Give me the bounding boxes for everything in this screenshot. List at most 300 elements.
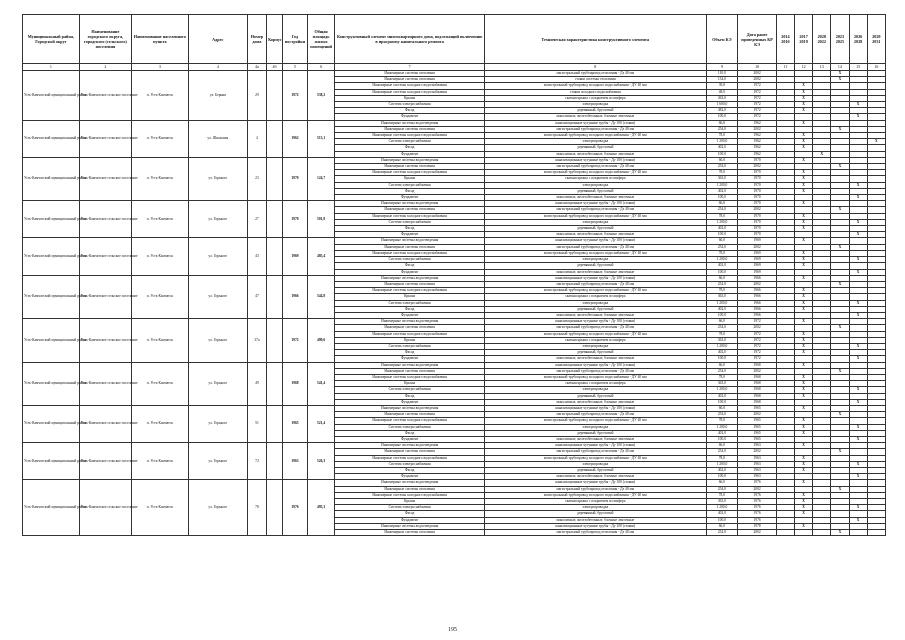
building-cell <box>267 319 283 362</box>
period-mark-cell <box>813 530 831 536</box>
prev-repair-cell: 1970 <box>738 195 777 201</box>
prev-repair-cell: 1972 <box>738 331 777 337</box>
column-header: Муниципальный район, Городской округ <box>23 15 80 64</box>
volume-cell: 363,0 <box>706 337 738 343</box>
period-mark-cell: X <box>795 387 813 393</box>
column-header: 2026 2028 <box>849 15 867 64</box>
period-mark-cell: X <box>849 387 867 393</box>
volume-cell: 254,0 <box>706 207 738 213</box>
prev-repair-cell: 2002 <box>738 325 777 331</box>
area-cell: 538,2 <box>307 71 334 121</box>
column-header: Корпус <box>267 15 283 64</box>
column-header: Конструктивный элемент многоквартирного дома, подлежащий включению в программу капитального ремонта <box>335 15 485 64</box>
period-mark-cell: X <box>795 468 813 474</box>
tech-cell: магистральный трубопровод холодного водоснабжения - ДУ 40 мм <box>485 455 706 461</box>
year-built-cell: 1965 <box>282 405 307 442</box>
tech-cell: магистральный трубопровод отопления - Дз 40 мм <box>485 164 706 170</box>
period-mark-cell <box>849 530 867 536</box>
column-number: 4а <box>247 64 266 71</box>
tech-cell: монолитные, железобетонные, блочные ленточные <box>485 517 706 523</box>
period-mark-cell: X <box>795 362 813 368</box>
element-cell: Инженерные системы отопления <box>335 207 485 213</box>
column-header: 2020 2022 <box>813 15 831 64</box>
prev-repair-cell: 1962 <box>738 151 777 157</box>
volume-cell: 254,0 <box>706 412 738 418</box>
district-cell: Усть-Камчатский муниципальный район <box>23 71 80 121</box>
column-number: 8 <box>485 64 706 71</box>
settlement-cell: Усть-Камчатское сельское поселение <box>79 319 131 362</box>
period-mark-cell: X <box>849 300 867 306</box>
volume-cell: 78,0 <box>706 418 738 424</box>
prev-repair-cell: 1978 <box>738 523 777 529</box>
volume-cell: 100,0 <box>706 195 738 201</box>
prev-repair-cell: 2002 <box>738 368 777 374</box>
period-mark-cell: X <box>795 418 813 424</box>
period-mark-cell: X <box>795 133 813 139</box>
tech-cell: магистральный трубопровод холодного водоснабжения - ДУ 40 мм <box>485 250 706 256</box>
column-number: 1 <box>23 64 80 71</box>
street-cell: ул. Горького <box>188 238 247 275</box>
tech-cell: магистральный трубопровод холодного водоснабжения - ДУ 40 мм <box>485 374 706 380</box>
element-cell: Инженерные системы холодного водоснабжения <box>335 250 485 256</box>
period-mark-cell: X <box>795 505 813 511</box>
building-cell <box>267 405 283 442</box>
period-mark-cell: X <box>813 151 831 157</box>
period-mark-cell: X <box>831 126 849 132</box>
volume-cell: 110,0 <box>706 71 738 77</box>
volume-cell: 402,0 <box>706 263 738 269</box>
prev-repair-cell: 1972 <box>738 102 777 108</box>
tech-cell: деревянный, брусчатый <box>485 393 706 399</box>
period-mark-cell: X <box>831 164 849 170</box>
prev-repair-cell: 1976 <box>738 511 777 517</box>
column-header: Техническая характеристика конструктивного элемента <box>485 15 706 64</box>
year-built-cell: 1966 <box>282 275 307 318</box>
element-cell: Инженерные системы водоотведения <box>335 523 485 529</box>
period-mark-cell: X <box>795 443 813 449</box>
volume-cell: 402,0 <box>706 350 738 356</box>
volume-cell: 1 200,0 <box>706 300 738 306</box>
element-cell: Фундамент <box>335 356 485 362</box>
period-mark-cell: X <box>795 176 813 182</box>
element-cell: Инженерные системы отопления <box>335 449 485 455</box>
prev-repair-cell: 1970 <box>738 170 777 176</box>
prev-repair-cell: 1968 <box>738 387 777 393</box>
street-cell: ул. Горького <box>188 157 247 200</box>
volume-cell: 100,0 <box>706 151 738 157</box>
tech-cell: магистральный трубопровод отопления - Дз 40 мм <box>485 207 706 213</box>
prev-repair-cell: 1976 <box>738 480 777 486</box>
element-cell: Фасад <box>335 226 485 232</box>
period-mark-cell: X <box>849 102 867 108</box>
house-number-cell: 51 <box>247 405 266 442</box>
column-header: Объем КЭ <box>706 15 738 64</box>
volume-cell: 363,0 <box>706 95 738 101</box>
year-built-cell: 1962 <box>282 120 307 157</box>
volume-cell: 1 200,0 <box>706 387 738 393</box>
prev-repair-cell: 1969 <box>738 263 777 269</box>
volume-cell: 1 200,0 <box>706 257 738 263</box>
prev-repair-cell: 1970 <box>738 232 777 238</box>
settlement-cell: Усть-Камчатское сельское поселение <box>79 238 131 275</box>
tech-cell: скатная крыша с покрытием из шифера <box>485 176 706 182</box>
tech-cell: монолитные, железобетонные, блочные ленточные <box>485 312 706 318</box>
period-mark-cell: X <box>795 393 813 399</box>
prev-repair-cell: 1972 <box>738 114 777 120</box>
area-cell: 485,4 <box>307 238 334 275</box>
period-mark-cell: X <box>795 319 813 325</box>
prev-repair-cell: 1976 <box>738 499 777 505</box>
tech-cell: канализационные чугунные трубы - Ду 100 (стояки) <box>485 120 706 126</box>
house-number-cell: 43 <box>247 238 266 275</box>
prev-repair-cell: 1970 <box>738 226 777 232</box>
period-mark-cell: X <box>795 381 813 387</box>
period-mark-cell: X <box>849 505 867 511</box>
prev-repair-cell: 1965 <box>738 436 777 442</box>
period-mark-cell: X <box>795 188 813 194</box>
house-number-cell: 78 <box>247 480 266 536</box>
column-header: Общая площадь жилых помещений <box>307 15 334 64</box>
settlement-cell: Усть-Камчатское сельское поселение <box>79 362 131 405</box>
house-number-cell: 47 <box>247 275 266 318</box>
building-cell <box>267 275 283 318</box>
period-mark-cell: X <box>795 455 813 461</box>
tech-cell: стояки холодного водоснабжения <box>485 89 706 95</box>
locality-cell: п. Усть-Камчатск <box>131 201 188 238</box>
street-cell: ул. Горького <box>188 201 247 238</box>
volume-cell: 482,0 <box>706 108 738 114</box>
area-cell: 124,7 <box>307 157 334 200</box>
district-cell: Усть-Камчатский муниципальный район <box>23 201 80 238</box>
locality-cell: п. Усть-Камчатск <box>131 120 188 157</box>
tech-cell: стояки системы отопления <box>485 77 706 83</box>
tech-cell: магистральный трубопровод отопления - Дз 40 мм <box>485 325 706 331</box>
period-mark-cell: X <box>795 170 813 176</box>
prev-repair-cell: 1965 <box>738 418 777 424</box>
house-number-cell: 72 <box>247 443 266 480</box>
tech-cell: деревянный, брусчатый <box>485 511 706 517</box>
period-mark-cell: X <box>831 71 849 77</box>
volume-cell: 1 200,0 <box>706 139 738 145</box>
prev-repair-cell: 1972 <box>738 108 777 114</box>
tech-cell: магистральный трубопровод холодного водоснабжения - ДУ 40 мм <box>485 331 706 337</box>
period-mark-cell: X <box>849 219 867 225</box>
element-cell: Фундамент <box>335 399 485 405</box>
element-cell: Инженерные системы водоотведения <box>335 480 485 486</box>
element-cell: Инженерные системы холодного водоснабжения <box>335 331 485 337</box>
prev-repair-cell: 1970 <box>738 182 777 188</box>
volume-cell: 402,0 <box>706 393 738 399</box>
period-mark-cell: X <box>795 201 813 207</box>
locality-cell: п. Усть-Камчатск <box>131 319 188 362</box>
tech-cell: магистральный трубопровод холодного водоснабжения - ДУ 40 мм <box>485 213 706 219</box>
volume-cell: 66,0 <box>706 201 738 207</box>
volume-cell: 100,0 <box>706 356 738 362</box>
period-mark-cell: X <box>795 480 813 486</box>
locality-cell: п. Усть-Камчатск <box>131 157 188 200</box>
volume-cell: 78,0 <box>706 374 738 380</box>
element-cell: Инженерные системы холодного водоснабжения <box>335 83 485 89</box>
period-mark-cell: X <box>867 139 885 145</box>
prev-repair-cell: 1962 <box>738 145 777 151</box>
column-number: 5 <box>282 64 307 71</box>
period-mark-cell: X <box>849 269 867 275</box>
prev-repair-cell: 2002 <box>738 449 777 455</box>
volume-cell: 254,0 <box>706 530 738 536</box>
volume-cell: 78,0 <box>706 250 738 256</box>
element-cell: Крыша <box>335 95 485 101</box>
element-cell: Инженерные системы водоотведения <box>335 120 485 126</box>
period-mark-cell: X <box>795 89 813 95</box>
volume-cell: 66,0 <box>706 157 738 163</box>
locality-cell: п. Усть-Камчатск <box>131 238 188 275</box>
prev-repair-cell: 1969 <box>738 257 777 263</box>
element-cell: Система электроснабжения <box>335 424 485 430</box>
area-cell: 499,6 <box>307 319 334 362</box>
column-header: 2017 2019 <box>795 15 813 64</box>
tech-cell: монолитные, железобетонные, блочные ленточные <box>485 269 706 275</box>
prev-repair-cell: 1965 <box>738 424 777 430</box>
element-cell: Инженерные системы водоотведения <box>335 157 485 163</box>
district-cell: Усть-Камчатский муниципальный район <box>23 405 80 442</box>
building-cell <box>267 120 283 157</box>
prev-repair-cell: 1966 <box>738 294 777 300</box>
tech-cell: магистральный трубопровод холодного водоснабжения - ДУ 40 мм <box>485 133 706 139</box>
element-cell: Система электроснабжения <box>335 257 485 263</box>
column-header: Год постройки <box>282 15 307 64</box>
period-mark-cell: X <box>849 474 867 480</box>
tech-cell: деревянный, брусчатый <box>485 306 706 312</box>
prev-repair-cell: 1972 <box>738 83 777 89</box>
element-cell: Инженерные системы отопления <box>335 486 485 492</box>
element-cell: Система электроснабжения <box>335 219 485 225</box>
area-cell: 501,8 <box>307 201 334 238</box>
tech-cell: электропроводка <box>485 139 706 145</box>
element-cell: Фасад <box>335 145 485 151</box>
prev-repair-cell: 2002 <box>738 71 777 77</box>
prev-repair-cell: 1966 <box>738 312 777 318</box>
tech-cell: электропроводка <box>485 461 706 467</box>
period-mark-cell: X <box>849 399 867 405</box>
period-mark-cell: X <box>849 257 867 263</box>
table-header-row <box>23 15 886 64</box>
prev-repair-cell: 1962 <box>738 133 777 139</box>
volume-cell: 66,0 <box>706 120 738 126</box>
element-cell: Система электроснабжения <box>335 387 485 393</box>
prev-repair-cell: 1972 <box>738 356 777 362</box>
period-mark-cell: X <box>795 511 813 517</box>
tech-cell: деревянный, брусчатый <box>485 430 706 436</box>
period-mark-cell: X <box>795 102 813 108</box>
tech-cell: электропроводка <box>485 300 706 306</box>
tech-cell: канализационные чугунные трубы - Ду 100 (стояки) <box>485 157 706 163</box>
prev-repair-cell: 1963 <box>738 468 777 474</box>
tech-cell: канализационные чугунные трубы - Ду 100 (стояки) <box>485 443 706 449</box>
volume-cell: 1 200,0 <box>706 343 738 349</box>
volume-cell: 66,0 <box>706 319 738 325</box>
period-mark-cell: X <box>849 356 867 362</box>
period-mark-cell: X <box>849 195 867 201</box>
prev-repair-cell: 1968 <box>738 381 777 387</box>
volume-cell: 254,0 <box>706 126 738 132</box>
element-cell: Фундамент <box>335 232 485 238</box>
house-number-cell: 49 <box>247 362 266 405</box>
year-built-cell: 1963 <box>282 443 307 480</box>
column-header: 2014 2016 <box>776 15 794 64</box>
column-header: Наименование населенного пункта <box>131 15 188 64</box>
volume-cell: 254,0 <box>706 486 738 492</box>
volume-cell: 100,0 <box>706 312 738 318</box>
prev-repair-cell: 2002 <box>738 126 777 132</box>
tech-cell: деревянный, брусчатый <box>485 263 706 269</box>
tech-cell: электропроводка <box>485 182 706 188</box>
element-cell: Инженерные системы холодного водоснабжения <box>335 288 485 294</box>
element-cell: Система электроснабжения <box>335 343 485 349</box>
tech-cell: канализационные чугунные трубы - Ду 100 (стояки) <box>485 362 706 368</box>
column-header: Адрес <box>188 15 247 64</box>
tech-cell: магистральный трубопровод отопления - Дз 40 мм <box>485 412 706 418</box>
prev-repair-cell: 2002 <box>738 207 777 213</box>
column-header: Дата ранее проведенных КР КЭ <box>738 15 777 64</box>
tech-cell: магистральный трубопровод отопления - Дз 40 мм <box>485 126 706 132</box>
volume-cell: 66,0 <box>706 523 738 529</box>
tech-cell: скатная крыша с покрытием из шифера <box>485 337 706 343</box>
period-mark-cell <box>776 530 794 536</box>
prev-repair-cell: 1966 <box>738 306 777 312</box>
period-mark-cell: X <box>831 530 849 536</box>
period-mark-cell: X <box>849 424 867 430</box>
period-mark-cell: X <box>795 430 813 436</box>
period-mark-cell: X <box>831 281 849 287</box>
prev-repair-cell: 1965 <box>738 430 777 436</box>
volume-cell: 78,0 <box>706 492 738 498</box>
street-cell: ул. Горького <box>188 443 247 480</box>
period-mark-cell: X <box>795 238 813 244</box>
volume-cell: 1 200,0 <box>706 219 738 225</box>
volume-cell: 254,0 <box>706 244 738 250</box>
building-cell <box>267 201 283 238</box>
district-cell: Усть-Камчатский муниципальный район <box>23 275 80 318</box>
period-mark-cell: X <box>795 95 813 101</box>
period-mark-cell: X <box>795 213 813 219</box>
element-cell: Крыша <box>335 337 485 343</box>
element-cell: Инженерные системы водоотведения <box>335 238 485 244</box>
volume-cell: 254,0 <box>706 325 738 331</box>
period-mark-cell: X <box>795 219 813 225</box>
element-cell: Фасад <box>335 511 485 517</box>
element-cell: Система электроснабжения <box>335 505 485 511</box>
prev-repair-cell: 1963 <box>738 455 777 461</box>
tech-cell: монолитные, железобетонные, блочные ленточные <box>485 436 706 442</box>
street-cell: ул. Горького <box>188 362 247 405</box>
building-cell <box>267 443 283 480</box>
area-cell: 495,3 <box>307 480 334 536</box>
volume-cell: 78,0 <box>706 455 738 461</box>
tech-cell: магистральный трубопровод холодного водоснабжения - ДУ 40 мм <box>485 418 706 424</box>
house-number-cell: 37а <box>247 319 266 362</box>
volume-cell: 402,0 <box>706 511 738 517</box>
prev-repair-cell: 1970 <box>738 188 777 194</box>
tech-cell: деревянный, брусчатый <box>485 226 706 232</box>
period-mark-cell: X <box>795 182 813 188</box>
prev-repair-cell: 1969 <box>738 269 777 275</box>
volume-cell: 1 200,0 <box>706 182 738 188</box>
volume-cell: 363,0 <box>706 176 738 182</box>
column-number: 3 <box>131 64 188 71</box>
column-number: 6 <box>307 64 334 71</box>
tech-cell: магистральный трубопровод отопления - Дз 40 мм <box>485 244 706 250</box>
volume-cell: 78,0 <box>706 170 738 176</box>
tech-cell: электропроводка <box>485 505 706 511</box>
tech-cell: монолитные, железобетонные, блочные ленточные <box>485 151 706 157</box>
element-cell: Инженерные системы отопления <box>335 71 485 77</box>
element-cell: Фасад <box>335 350 485 356</box>
element-cell: Фасад <box>335 188 485 194</box>
column-number: 4 <box>188 64 247 71</box>
year-built-cell: 1970 <box>282 201 307 238</box>
year-built-cell: 1970 <box>282 157 307 200</box>
tech-cell: магистральный трубопровод холодного водоснабжения - ДУ 40 мм <box>485 492 706 498</box>
prev-repair-cell: 1962 <box>738 139 777 145</box>
tech-cell: скатная крыша с покрытием из шифера <box>485 499 706 505</box>
district-cell: Усть-Камчатский муниципальный район <box>23 238 80 275</box>
element-cell: Крыша <box>335 499 485 505</box>
prev-repair-cell: 1969 <box>738 238 777 244</box>
element-cell: Инженерные системы холодного водоснабжения <box>335 133 485 139</box>
element-cell: Фасад <box>335 263 485 269</box>
district-cell: Усть-Камчатский муниципальный район <box>23 157 80 200</box>
volume-cell: 1 200,0 <box>706 424 738 430</box>
column-number: 2 <box>79 64 131 71</box>
volume-cell: 66,0 <box>706 238 738 244</box>
column-header: 2023 2025 <box>831 15 849 64</box>
element-cell: Инженерные системы отопления <box>335 530 485 536</box>
element-cell: Инженерные системы холодного водоснабжения <box>335 89 485 95</box>
settlement-cell: Усть-Камчатское сельское поселение <box>79 71 131 121</box>
period-mark-cell: X <box>795 263 813 269</box>
tech-cell: магистральный трубопровод отопления - Дз 40 мм <box>485 71 706 77</box>
locality-cell: п. Усть-Камчатск <box>131 443 188 480</box>
prev-repair-cell: 1965 <box>738 405 777 411</box>
element-cell: Инженерные системы холодного водоснабжения <box>335 374 485 380</box>
tech-cell: канализационные чугунные трубы - Ду 100 (стояки) <box>485 480 706 486</box>
element-cell: Инженерные системы водоотведения <box>335 319 485 325</box>
locality-cell: п. Усть-Камчатск <box>131 362 188 405</box>
prev-repair-cell: 1976 <box>738 505 777 511</box>
tech-cell: магистральный трубопровод холодного водоснабжения - ДУ 40 мм <box>485 288 706 294</box>
period-mark-cell: X <box>795 424 813 430</box>
volume-cell: 66,0 <box>706 443 738 449</box>
element-cell: Крыша <box>335 294 485 300</box>
period-mark-cell: X <box>795 83 813 89</box>
volume-cell: 100,0 <box>706 436 738 442</box>
settlement-cell: Усть-Камчатское сельское поселение <box>79 480 131 536</box>
prev-repair-cell: 1970 <box>738 219 777 225</box>
prev-repair-cell: 1968 <box>738 374 777 380</box>
period-mark-cell: X <box>831 486 849 492</box>
element-cell: Система электроснабжения <box>335 300 485 306</box>
period-mark-cell: X <box>849 436 867 442</box>
building-cell <box>267 362 283 405</box>
year-built-cell: 1976 <box>282 480 307 536</box>
tech-cell: скатная крыша с покрытием из шифера <box>485 294 706 300</box>
district-cell: Усть-Камчатский муниципальный район <box>23 319 80 362</box>
period-mark-cell: X <box>795 145 813 151</box>
period-mark-cell: X <box>795 139 813 145</box>
district-cell: Усть-Камчатский муниципальный район <box>23 480 80 536</box>
house-number-cell: 29 <box>247 71 266 121</box>
volume-cell: 402,0 <box>706 468 738 474</box>
